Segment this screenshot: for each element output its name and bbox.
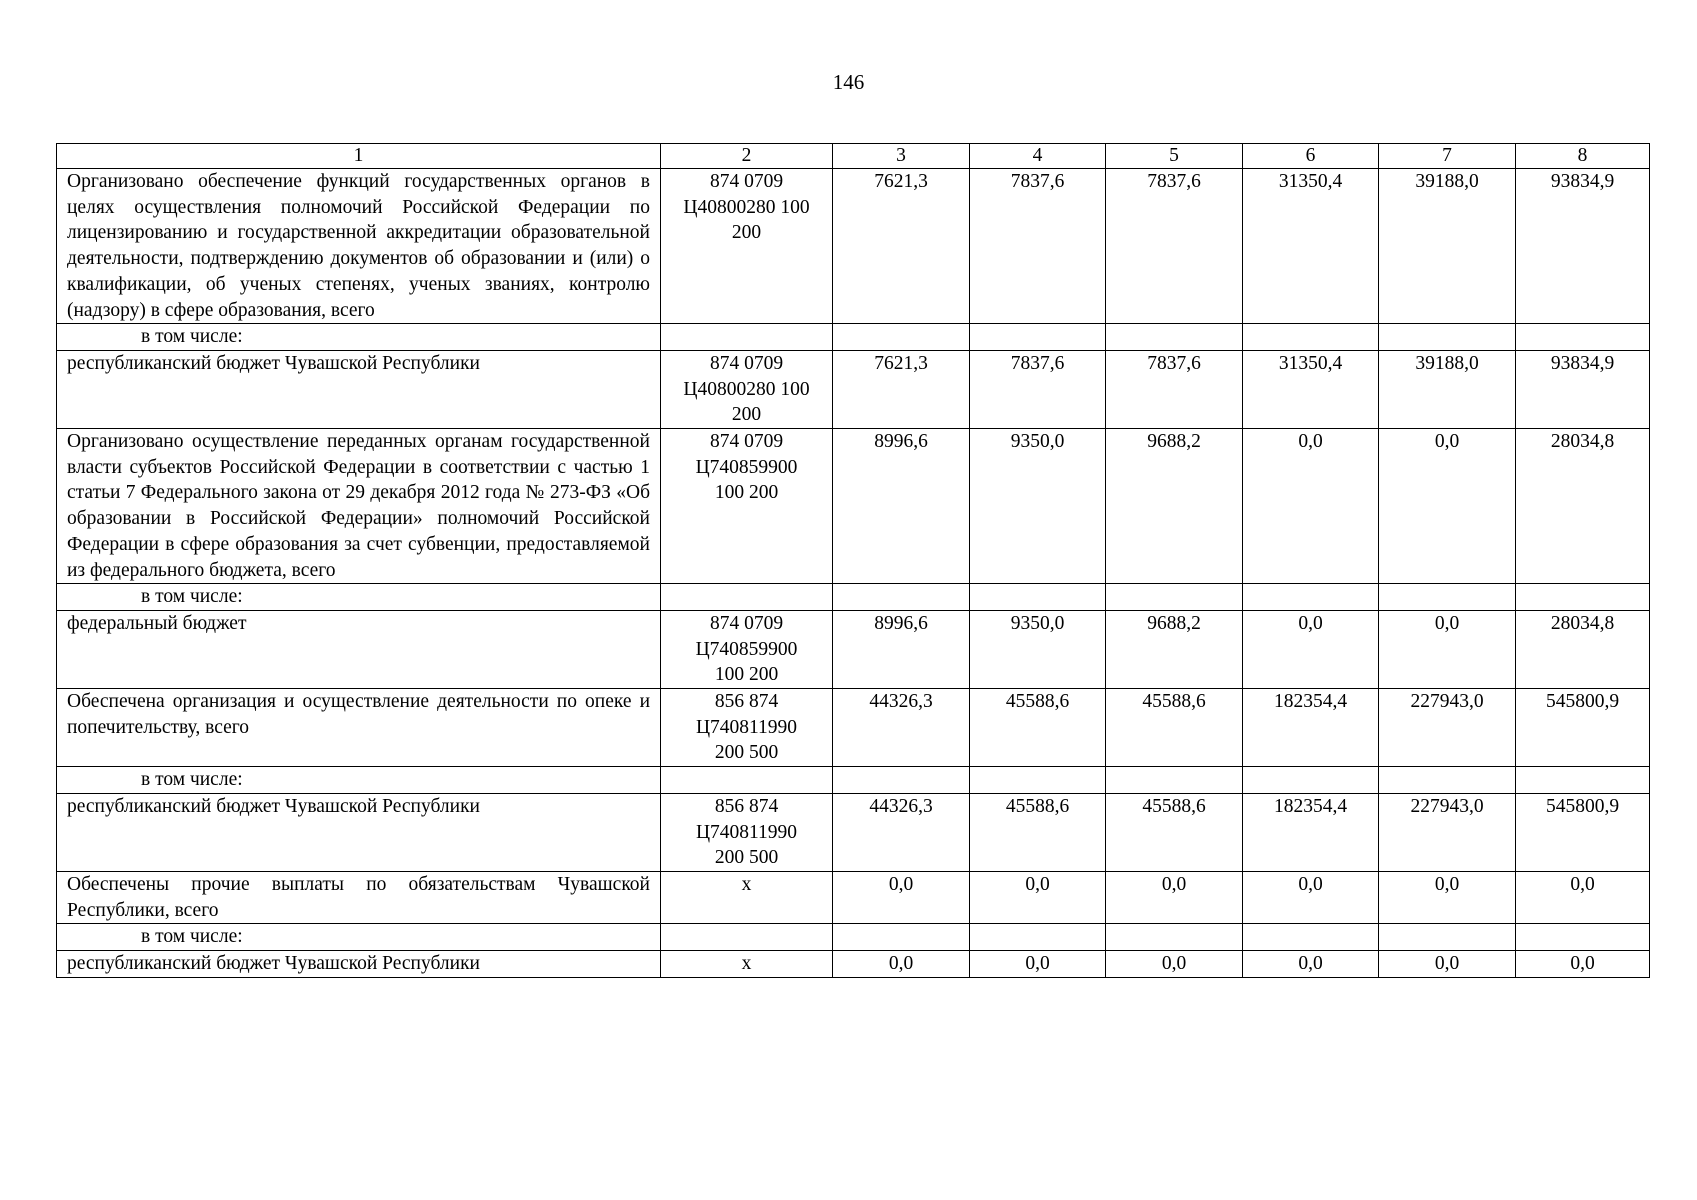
value-cell-col-4: 9350,0 — [970, 610, 1106, 688]
table-row — [57, 350, 1650, 428]
value-cell-col-7: 227943,0 — [1379, 689, 1516, 767]
table-row — [57, 584, 1650, 611]
budget-code-line: 874 0709 — [709, 431, 784, 453]
column-header: 8 — [1516, 144, 1650, 169]
value-cell-col-4 — [970, 324, 1106, 351]
budget-code-cell — [661, 610, 833, 688]
value-cell-col-6: 0,0 — [1243, 871, 1379, 923]
value-cell-col-6 — [1243, 924, 1379, 951]
budget-code-cell — [661, 584, 833, 611]
value-cell-col-3 — [833, 924, 970, 951]
value-cell-col-4: 7837,6 — [970, 350, 1106, 428]
value-cell-col-5: 9688,2 — [1106, 610, 1243, 688]
value-cell-col-7: 0,0 — [1379, 871, 1516, 923]
value-cell-col-6 — [1243, 324, 1379, 351]
value-cell-col-5: 0,0 — [1106, 951, 1243, 978]
value-cell-col-7 — [1379, 324, 1516, 351]
value-cell-col-5: 7837,6 — [1106, 350, 1243, 428]
table-row — [57, 767, 1650, 794]
value-cell-col-3: 0,0 — [833, 951, 970, 978]
budget-code-line: Ц740811990 — [695, 716, 798, 738]
budget-code-line: 874 0709 — [709, 171, 784, 192]
row-description: республиканский бюджет Чувашской Республики — [57, 350, 661, 428]
table-row — [57, 324, 1650, 351]
value-cell-col-3 — [833, 767, 970, 794]
value-cell-col-5: 7837,6 — [1106, 169, 1243, 324]
table-header-row — [57, 144, 1650, 169]
row-description: республиканский бюджет Чувашской Республики — [57, 793, 661, 871]
row-description: Организовано осуществление переданных органам государственной власти субъектов Российской Федерации в соответствии с частью 1 статьи 7 Федерального закона от 29 декабря 2012 года № 273-ФЗ «Об образовании в Российской Федерации» полномочий Российской Федерации в сфере образования за счет субвенции, предоставляемой из федерального бюджета, всего — [57, 429, 661, 584]
value-cell-col-4: 0,0 — [970, 871, 1106, 923]
value-cell-col-4 — [970, 767, 1106, 794]
budget-code-cell — [661, 324, 833, 351]
budget-code-line: 200 500 — [714, 742, 779, 764]
value-cell-col-8: 93834,9 — [1516, 350, 1650, 428]
budget-code-cell — [661, 689, 833, 767]
value-cell-col-5 — [1106, 924, 1243, 951]
table-row — [57, 169, 1650, 324]
value-cell-col-4: 45588,6 — [970, 793, 1106, 871]
value-cell-col-8 — [1516, 584, 1650, 611]
value-cell-col-4: 9350,0 — [970, 429, 1106, 584]
row-description: Обеспечены прочие выплаты по обязательствам Чувашской Республики, всего — [57, 871, 661, 923]
budget-code-cell — [661, 793, 833, 871]
value-cell-col-7: 39188,0 — [1379, 350, 1516, 428]
value-cell-col-7: 39188,0 — [1379, 169, 1516, 324]
budget-code-line: 100 200 — [714, 482, 779, 504]
value-cell-col-5: 9688,2 — [1106, 429, 1243, 584]
budget-code-line: Ц740859900 — [695, 456, 798, 478]
value-cell-col-6: 0,0 — [1243, 429, 1379, 584]
value-cell-col-7 — [1379, 924, 1516, 951]
row-description: республиканский бюджет Чувашской Республики — [57, 951, 661, 978]
value-cell-col-3 — [833, 584, 970, 611]
value-cell-col-7: 0,0 — [1379, 610, 1516, 688]
budget-code-line: 856 874 — [714, 795, 779, 817]
value-cell-col-7 — [1379, 767, 1516, 794]
table-row — [57, 689, 1650, 767]
value-cell-col-4 — [970, 924, 1106, 951]
budget-table — [56, 143, 1650, 978]
column-header: 7 — [1379, 144, 1516, 169]
value-cell-col-3: 44326,3 — [833, 793, 970, 871]
value-cell-col-5 — [1106, 767, 1243, 794]
row-description: в том числе: — [57, 584, 661, 611]
row-description: в том числе: — [57, 924, 661, 951]
table-row — [57, 793, 1650, 871]
value-cell-col-5: 45588,6 — [1106, 793, 1243, 871]
column-header: 2 — [661, 144, 833, 169]
table-row — [57, 610, 1650, 688]
value-cell-col-5 — [1106, 584, 1243, 611]
value-cell-col-4 — [970, 584, 1106, 611]
value-cell-col-8 — [1516, 924, 1650, 951]
column-header: 3 — [833, 144, 970, 169]
value-cell-col-3: 0,0 — [833, 871, 970, 923]
column-header: 5 — [1106, 144, 1243, 169]
table-row — [57, 951, 1650, 978]
budget-code-cell — [661, 924, 833, 951]
row-description: Организовано обеспечение функций государственных органов в целях осуществления полномочий Российской Федерации по лицензированию и государственной аккредитации образовательной деятельности, подтверждению документов об образовании и (или) о квалификации, об ученых степенях, ученых званиях, контролю (надзору) в сфере образования, всего — [57, 169, 661, 324]
value-cell-col-6: 182354,4 — [1243, 689, 1379, 767]
value-cell-col-6: 0,0 — [1243, 610, 1379, 688]
budget-code-cell — [661, 429, 833, 584]
table-row — [57, 871, 1650, 923]
value-cell-col-8: 0,0 — [1516, 871, 1650, 923]
value-cell-col-7 — [1379, 584, 1516, 611]
value-cell-col-7: 0,0 — [1379, 429, 1516, 584]
budget-code-line: Ц740811990 — [695, 821, 798, 843]
value-cell-col-8 — [1516, 324, 1650, 351]
value-cell-col-8 — [1516, 767, 1650, 794]
budget-code-line: 200 500 — [714, 847, 779, 869]
page-number: 146 — [832, 70, 865, 94]
value-cell-col-5: 45588,6 — [1106, 689, 1243, 767]
budget-code-line: Ц40800280 100 — [683, 196, 810, 218]
value-cell-col-6: 182354,4 — [1243, 793, 1379, 871]
table-row — [57, 924, 1650, 951]
row-description: в том числе: — [57, 767, 661, 794]
budget-code-line: 200 — [731, 404, 762, 426]
value-cell-col-6: 31350,4 — [1243, 350, 1379, 428]
value-cell-col-5: 0,0 — [1106, 871, 1243, 923]
budget-code-cell — [661, 350, 833, 428]
budget-code-cell — [661, 871, 833, 923]
value-cell-col-8: 93834,9 — [1516, 169, 1650, 324]
budget-code-line: 874 0709 — [709, 612, 784, 634]
table-body — [57, 169, 1650, 978]
budget-code-line: х — [741, 953, 752, 975]
value-cell-col-8: 28034,8 — [1516, 610, 1650, 688]
budget-code-cell — [661, 767, 833, 794]
value-cell-col-3: 8996,6 — [833, 429, 970, 584]
value-cell-col-3: 7621,3 — [833, 350, 970, 428]
value-cell-col-6 — [1243, 767, 1379, 794]
value-cell-col-3: 7621,3 — [833, 169, 970, 324]
budget-code-line: х — [741, 873, 752, 895]
value-cell-col-8: 0,0 — [1516, 951, 1650, 978]
budget-code-cell — [661, 169, 833, 324]
value-cell-col-6: 0,0 — [1243, 951, 1379, 978]
value-cell-col-4: 0,0 — [970, 951, 1106, 978]
column-header: 1 — [57, 144, 661, 169]
row-description: Обеспечена организация и осуществление деятельности по опеке и попечительству, всего — [57, 689, 661, 767]
value-cell-col-4: 45588,6 — [970, 689, 1106, 767]
value-cell-col-6 — [1243, 584, 1379, 611]
budget-code-line: 100 200 — [714, 664, 779, 686]
budget-code-line: 874 0709 — [709, 352, 784, 374]
value-cell-col-3: 8996,6 — [833, 610, 970, 688]
budget-code-cell — [661, 951, 833, 978]
row-description: в том числе: — [57, 324, 661, 351]
budget-code-line: 856 874 — [714, 691, 779, 713]
row-description: федеральный бюджет — [57, 610, 661, 688]
value-cell-col-8: 28034,8 — [1516, 429, 1650, 584]
value-cell-col-7: 0,0 — [1379, 951, 1516, 978]
value-cell-col-8: 545800,9 — [1516, 793, 1650, 871]
budget-code-line: Ц740859900 — [695, 638, 798, 660]
budget-code-line: 200 — [731, 222, 762, 244]
value-cell-col-3 — [833, 324, 970, 351]
value-cell-col-8: 545800,9 — [1516, 689, 1650, 767]
value-cell-col-5 — [1106, 324, 1243, 351]
value-cell-col-6: 31350,4 — [1243, 169, 1379, 324]
column-header: 6 — [1243, 144, 1379, 169]
value-cell-col-4: 7837,6 — [970, 169, 1106, 324]
value-cell-col-3: 44326,3 — [833, 689, 970, 767]
table-row — [57, 429, 1650, 584]
column-header: 4 — [970, 144, 1106, 169]
value-cell-col-7: 227943,0 — [1379, 793, 1516, 871]
budget-code-line: Ц40800280 100 — [683, 378, 810, 400]
